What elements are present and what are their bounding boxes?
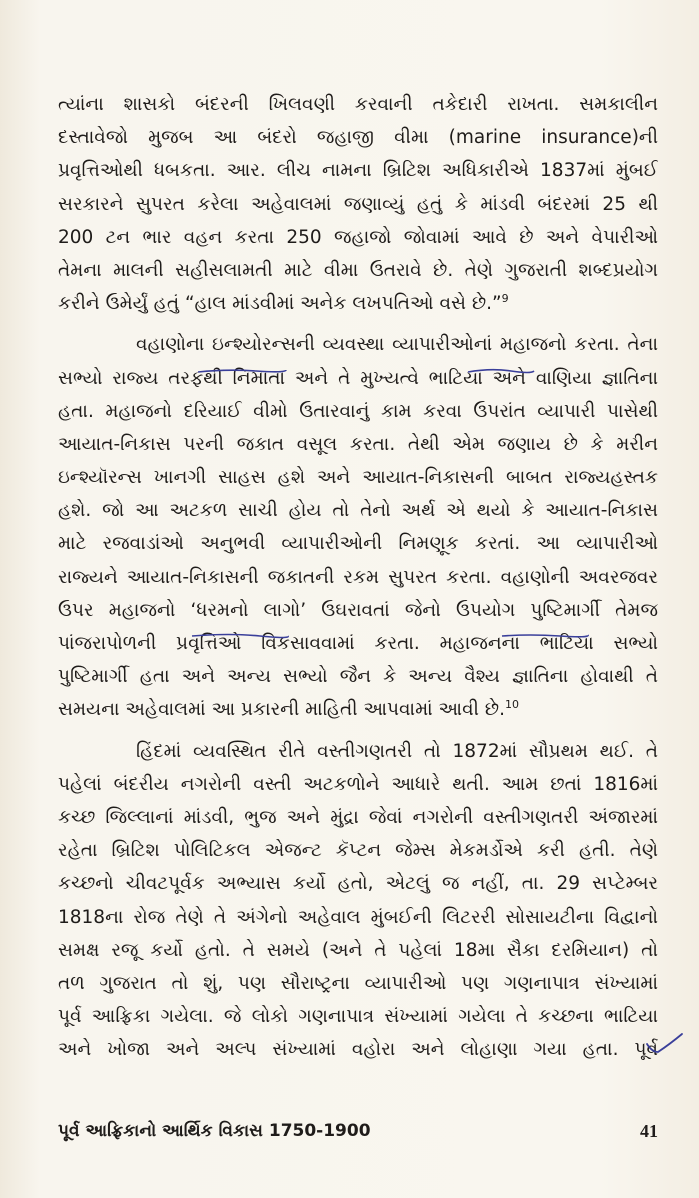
text-line: અને ખોજા અને અલ્પ સંખ્યામાં વહોરા અને લોહાણા ગયા હતા. પૂર્વ bbox=[58, 1039, 658, 1061]
text-line: દસ્તાવેજો મુજબ આ બંદરો જહાજી વીમા (marine insurance)ની bbox=[58, 127, 658, 149]
paragraph-1 bbox=[58, 88, 658, 320]
text-line: હશે. જો આ અટકળ સાચી હોય તો તેનો અર્થ એ થયો કે આયાત-નિકાસ bbox=[58, 500, 658, 522]
body-text bbox=[58, 88, 658, 1074]
pen-underline-mark bbox=[196, 366, 288, 376]
pen-underline-mark bbox=[190, 631, 290, 641]
text-line: ત્યાંના શાસકો બંદરની ખિલવણી કરવાની તકેદારી રાખતા. સમકાલીન bbox=[58, 94, 658, 115]
pen-check-mark-icon bbox=[644, 1030, 684, 1056]
text-line-last bbox=[58, 287, 658, 320]
text-line: ઉપર મહાજનો ‘ધરમનો લાગો’ ઉઘરાવતાં જેનો ઉપયોગ પુષ્ટિમાર્ગી તેમજ bbox=[58, 599, 658, 621]
text-line: રહેતા બ્રિટિશ પોલિટિકલ એજન્ટ કૅપ્ટન જેમ્સ મેકમર્ડોએ કરી હતી. તેણે bbox=[58, 840, 658, 862]
pen-underline-mark bbox=[500, 631, 590, 641]
text-line-last bbox=[58, 693, 658, 726]
text-line: કચ્છ જિલ્લાનાં માંડવી, ભુજ અને મુંદ્રા જેવાં નગરોની વસ્તીગણતરી અંજારમાં bbox=[58, 806, 658, 828]
text-line-content: સમયના અહેવાલમાં આ પ્રકારની માહિતી આપવામાં આવી છે. bbox=[58, 699, 505, 721]
page-footer bbox=[58, 1115, 658, 1147]
page-number: 41 bbox=[640, 1120, 658, 1141]
text-line: તળ ગુજરાત તો શું, પણ સૌરાષ્ટ્રના વ્યાપારીઓ પણ ગણનાપાત્ર સંખ્યામાં bbox=[58, 972, 658, 994]
text-line: માટે રજવાડાંઓ અનુભવી વ્યાપારીઓની નિમણૂક કરતાં. આ વ્યાપારીઓ bbox=[58, 533, 658, 555]
text-line: સભ્યો રાજ્ય તરફથી નિમાતા અને તે મુખ્યત્વે ભાટિયા અને વાણિયા જ્ઞાતિના bbox=[58, 367, 658, 389]
footnote-marker: 9 bbox=[501, 291, 509, 305]
text-line-content: કરીને ઉમેર્યું હતું “હાલ માંડવીમાં અનેક લખપતિઓ વસે છે.” bbox=[58, 293, 502, 315]
text-line: વહાણોના ઇન્શ્યોરન્સની વ્યવસ્થા વ્યાપારીઓનાં મહાજનો કરતા. તેના bbox=[136, 334, 658, 356]
text-line: હતા. મહાજનો દરિયાઈ વીમો ઉતારવાનું કામ કરવા ઉપરાંત વ્યાપારી પાસેથી bbox=[58, 400, 658, 422]
pen-underline-mark bbox=[466, 366, 536, 376]
footnote-marker: 10 bbox=[504, 698, 519, 712]
text-line: પાંજરાપોળની પ્રવૃત્તિઓ વિકસાવવામાં કરતા. મહાજનના ભાટિયા સભ્યો bbox=[58, 633, 658, 654]
text-line: પ્રવૃત્તિઓથી ધબકતા. આર. લીચ નામના બ્રિટિશ અધિકારીએ 1837માં મુંબઈ bbox=[58, 160, 658, 182]
text-line: આયાત-નિકાસ પરની જકાત વસૂલ કરતા. તેથી એમ જણાય છે કે મરીન bbox=[58, 433, 658, 455]
text-line: 1818ના રોજ તેણે તે અંગેનો અહેવાલ મુંબઈની લિટરરી સોસાયટીના વિદ્વાનો bbox=[58, 906, 658, 928]
text-line: પહેલાં બંદરીય નગરોની વસ્તી અટકળોને આધારે થતી. આમ છતાં 1816માં bbox=[58, 773, 658, 795]
text-line: સમક્ષ રજૂ કર્યો હતો. તે સમયે (અને તે પહેલાં 18મા સૈકા દરમિયાન) તો bbox=[58, 939, 658, 961]
text-line: કચ્છનો ચીવટપૂર્વક અભ્યાસ કર્યો હતો, એટલું જ નહીં, તા. 29 સપ્ટેમ્બર bbox=[58, 873, 658, 895]
text-line: પૂર્વ આફ્રિકા ગયેલા. જે લોકો ગણનાપાત્ર સંખ્યામાં ગયેલા તે કચ્છના ભાટિયા bbox=[58, 1006, 658, 1028]
running-title: પૂર્વ આફ્રિકાનો આર્થિક વિકાસ 1750-1900 bbox=[58, 1121, 371, 1141]
text-line: 200 ટન ભાર વહન કરતા 250 જહાજો જોવામાં આવે છે અને વેપારીઓ bbox=[58, 226, 658, 248]
paragraph-3 bbox=[58, 735, 658, 1067]
text-line: રાજ્યને આયાત-નિકાસની જકાતની રકમ સુપરત કરતા. વહાણોની અવરજવર bbox=[58, 566, 658, 588]
text-line: ઇન્શ્યૉરન્સ ખાનગી સાહસ હશે અને આયાત-નિકાસની બાબત રાજ્યહસ્તક bbox=[58, 467, 658, 489]
text-line: સરકારને સુપરત કરેલા અહેવાલમાં જણાવ્યું હતું કે માંડવી બંદરમાં 25 થી bbox=[58, 193, 658, 215]
text-line: પુષ્ટિમાર્ગી હતા અને અન્ય સભ્યો જૈન કે અન્ય વૈશ્ય જ્ઞાતિના હોવાથી તે bbox=[58, 666, 658, 688]
text-line: તેમના માલની સહીસલામતી માટે વીમા ઉતરાવે છે. તેણે ગુજરાતી શબ્દપ્રયોગ bbox=[58, 259, 658, 281]
text-line: હિંદમાં વ્યવસ્થિત રીતે વસ્તીગણતરી તો 1872માં સૌપ્રથમ થઈ. તે bbox=[136, 740, 658, 762]
paragraph-2 bbox=[58, 328, 658, 726]
